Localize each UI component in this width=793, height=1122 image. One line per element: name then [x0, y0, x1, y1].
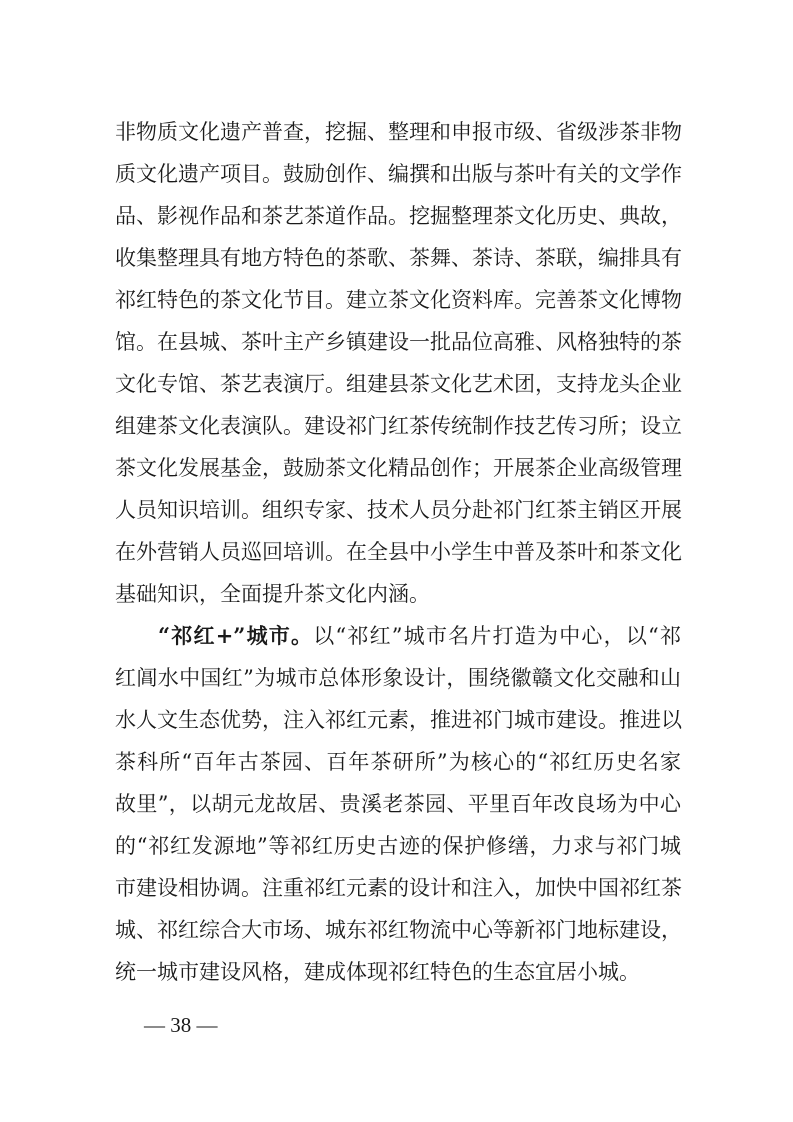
text-span: 以“祁红”城市名片打造为中心，以“祁 [313, 624, 681, 648]
text-line: 茶科所“百年古茶园、百年茶研所”为核心的“祁红历史名家 [115, 750, 681, 774]
text-line: 茶文化发展基金，鼓励茶文化精品创作；开展茶企业高级管理 [115, 456, 682, 480]
text-line: 红阊水中国红”为城市总体形象设计，围绕徽赣文化交融和山 [115, 666, 681, 690]
text-line: 人员知识培训。组织专家、技术人员分赴祁门红茶主销区开展 [115, 498, 682, 522]
text-line: 质文化遗产项目。鼓励创作、编撰和出版与茶叶有关的文学作 [115, 162, 682, 186]
text-line: 文化专馆、茶艺表演厅。组建县茶文化艺术团，支持龙头企业 [115, 372, 682, 396]
text-line: 统一城市建设风格，建成体现祁红特色的生态宜居小城。 [115, 960, 640, 984]
text-line: 在外营销人员巡回培训。在全县中小学生中普及茶叶和茶文化 [115, 540, 682, 564]
text-line: 水人文生态优势，注入祁红元素，推进祁门城市建设。推进以 [115, 708, 682, 732]
text-line: 的“祁红发源地”等祁红历史古迹的保护修缮，力求与祁门城 [115, 834, 681, 858]
text-line: 品、影视作品和茶艺茶道作品。挖掘整理茶文化历史、典故， [115, 204, 682, 228]
text-line: 故里”，以胡元龙故居、贵溪老茶园、平里百年改良场为中心 [115, 792, 681, 816]
text-line: 市建设相协调。注重祁红元素的设计和注入，加快中国祁红茶 [115, 876, 682, 900]
text-line: 基础知识，全面提升茶文化内涵。 [115, 582, 430, 606]
text-line-first [158, 616, 681, 656]
text-line: 收集整理具有地方特色的茶歌、茶舞、茶诗、茶联，编排具有 [115, 246, 682, 270]
page-number: — 38 — [144, 1013, 218, 1037]
text-line: 祁红特色的茶文化节目。建立茶文化资料库。完善茶文化博物 [115, 288, 682, 312]
text-line: 城、祁红综合大市场、城东祁红物流中心等新祁门地标建设， [115, 918, 682, 942]
text-line: 组建茶文化表演队。建设祁门红茶传统制作技艺传习所；设立 [115, 414, 682, 438]
text-line: 馆。在县城、茶叶主产乡镇建设一批品位高雅、风格独特的茶 [115, 330, 682, 354]
text-line: 非物质文化遗产普查，挖掘、整理和申报市级、省级涉茶非物 [115, 120, 682, 144]
paragraph-heading: “祁红+”城市。 [158, 623, 314, 648]
